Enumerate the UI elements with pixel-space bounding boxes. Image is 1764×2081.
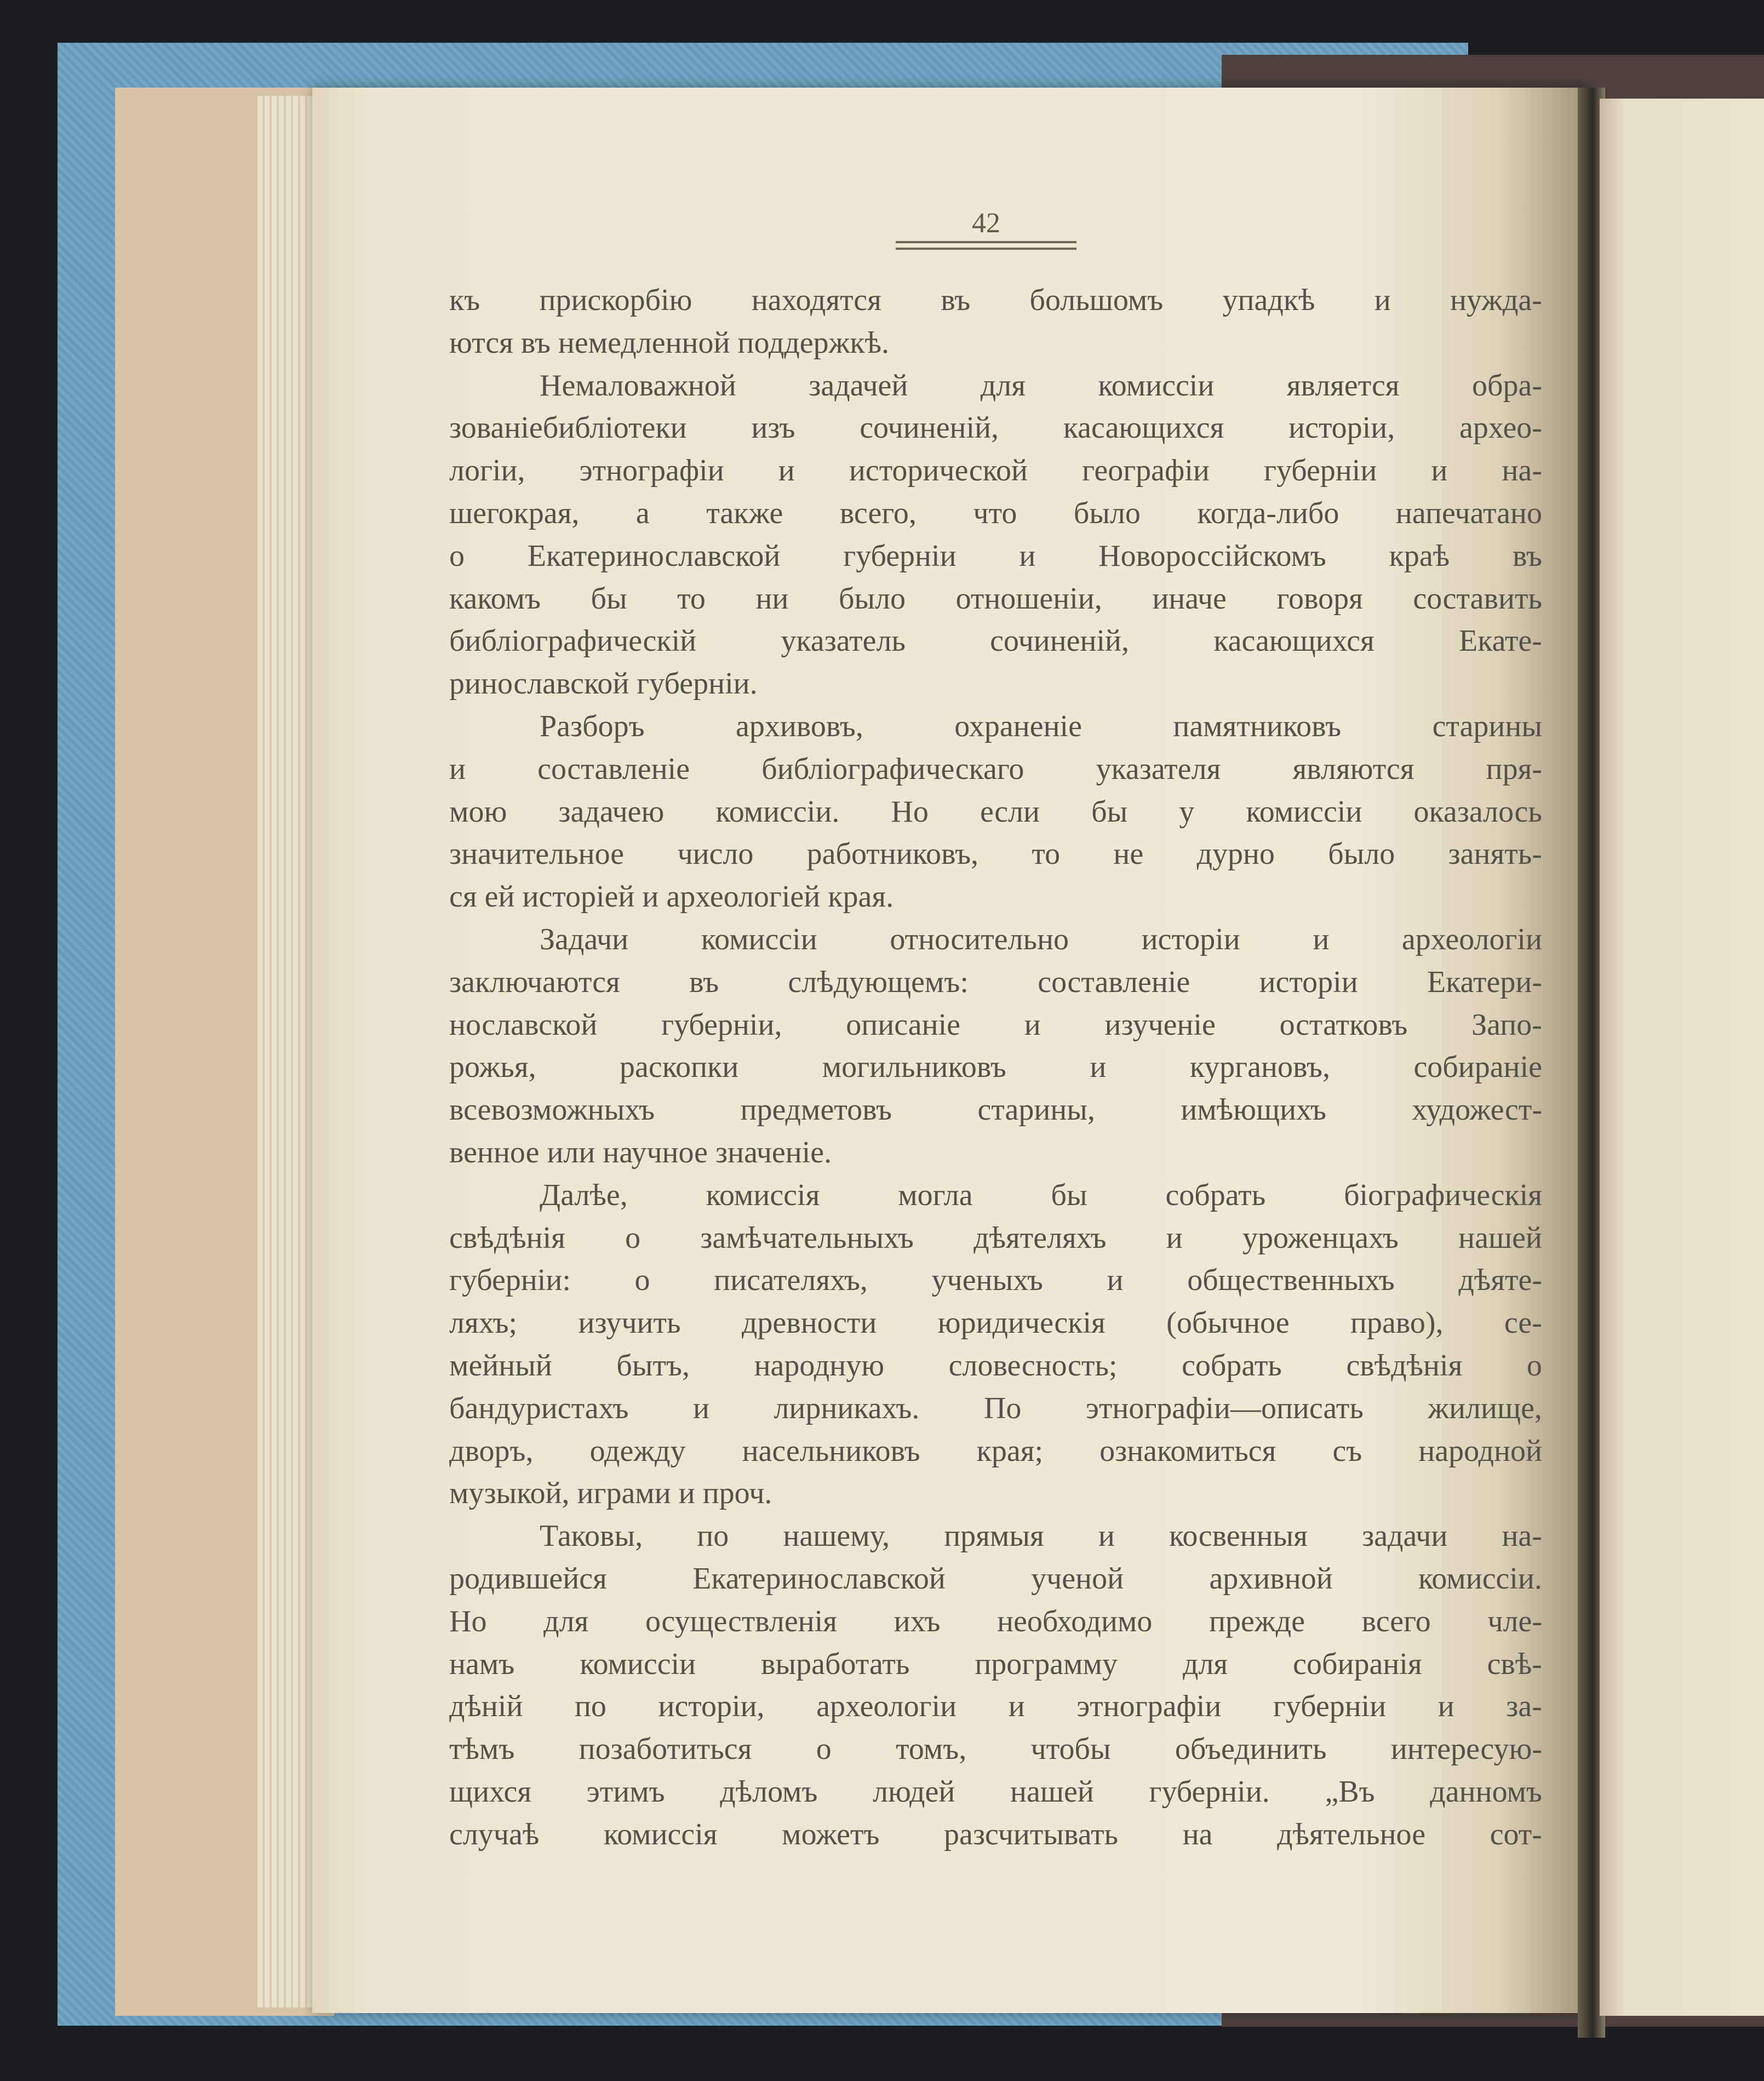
text-line: какомъ бы то ни было отношеніи, иначе говоря составить xyxy=(449,581,1542,616)
page-number-rule xyxy=(896,241,1076,250)
text-line: библіографическій указатель сочиненій, касающихся Екате- xyxy=(449,624,1542,658)
text-line: ся ей исторіей и археологіей края. xyxy=(449,880,894,914)
text-line: о Екатеринославской губерніи и Новороссійскомъ краѣ въ xyxy=(449,538,1542,573)
text-line: значительное число работниковъ, то не дурно было занять- xyxy=(449,837,1542,872)
text-line: зованіебибліотеки изъ сочиненій, касающихся исторіи, архео- xyxy=(449,411,1542,445)
text-line: ются въ немедленной поддержкѣ. xyxy=(449,325,889,360)
text-line: случаѣ комиссія можетъ разсчитывать на дѣятельное сот- xyxy=(449,1817,1542,1851)
text-line: музыкой, играми и проч. xyxy=(449,1476,772,1511)
text-line: родившейся Екатеринославской ученой архивной комиссіи. xyxy=(449,1561,1542,1596)
text-line: щихся этимъ дѣломъ людей нашей губерніи. „Въ данномъ xyxy=(449,1774,1542,1809)
text-line: рожья, раскопки могильниковъ и кургановъ, собираніе xyxy=(449,1050,1542,1085)
text-line: Таковы, по нашему, прямыя и косвенныя задачи на- xyxy=(540,1519,1542,1553)
text-line: Но для осуществленія ихъ необходимо прежде всего чле- xyxy=(449,1604,1542,1638)
text-line: ляхъ; изучить древности юридическія (обычное право), се- xyxy=(449,1306,1542,1340)
text-line: къ прискорбію находятся въ большомъ упадкѣ и нужда- xyxy=(449,283,1542,317)
text-line: дворъ, одежду насельниковъ края; ознакомиться съ народной xyxy=(449,1434,1542,1468)
text-line: тѣмъ позаботиться о томъ, чтобы объединить интересую- xyxy=(449,1732,1542,1767)
text-line: Далѣе, комиссія могла бы собрать біографическія xyxy=(540,1178,1542,1212)
text-line: Задачи комиссіи относительно исторіи и археологіи xyxy=(540,922,1542,956)
text-line: венное или научное значеніе. xyxy=(449,1135,832,1170)
text-line: губерніи: о писателяхъ, ученыхъ и общественныхъ дѣяте- xyxy=(449,1263,1542,1298)
text-line: шегокрая, а также всего, что было когда-либо напечатано xyxy=(449,496,1542,530)
text-line: Разборъ архивовъ, охраненіе памятниковъ старины xyxy=(540,709,1542,743)
text-line: ринославской губерніи. xyxy=(449,667,758,701)
text-line: мою задачею комиссіи. Но если бы у комиссіи оказалось xyxy=(449,794,1542,829)
text-line: нославской губерніи, описаніе и изученіе остатковъ Запо- xyxy=(449,1007,1542,1042)
text-line: свѣдѣнія о замѣчательныхъ дѣятеляхъ и уроженцахъ нашей xyxy=(449,1220,1542,1255)
text-line: дѣній по исторіи, археологіи и этнографіи губерніи и за- xyxy=(449,1689,1542,1724)
page-number: 42 xyxy=(972,208,1000,239)
text-line: мейный бытъ, народную словесность; собрать свѣдѣнія о xyxy=(449,1348,1542,1383)
body-text xyxy=(449,279,1542,1856)
right-page xyxy=(1600,99,1764,2016)
text-line: бандуристахъ и лирникахъ. По этнографіи—описать жилище, xyxy=(449,1391,1542,1425)
text-line: логіи, этнографіи и исторической географіи губерніи и на- xyxy=(449,454,1542,488)
text-line: всевозможныхъ предметовъ старины, имѣющихъ художест- xyxy=(449,1093,1542,1127)
text-line: и составленіе библіографическаго указателя являются пря- xyxy=(449,752,1542,786)
text-line: Немаловажной задачей для комиссіи является обра- xyxy=(540,368,1542,403)
text-line: заключаются въ слѣдующемъ: составленіе исторіи Екатери- xyxy=(449,965,1542,999)
text-line: намъ комиссіи выработать программу для собиранія свѣ- xyxy=(449,1647,1542,1681)
